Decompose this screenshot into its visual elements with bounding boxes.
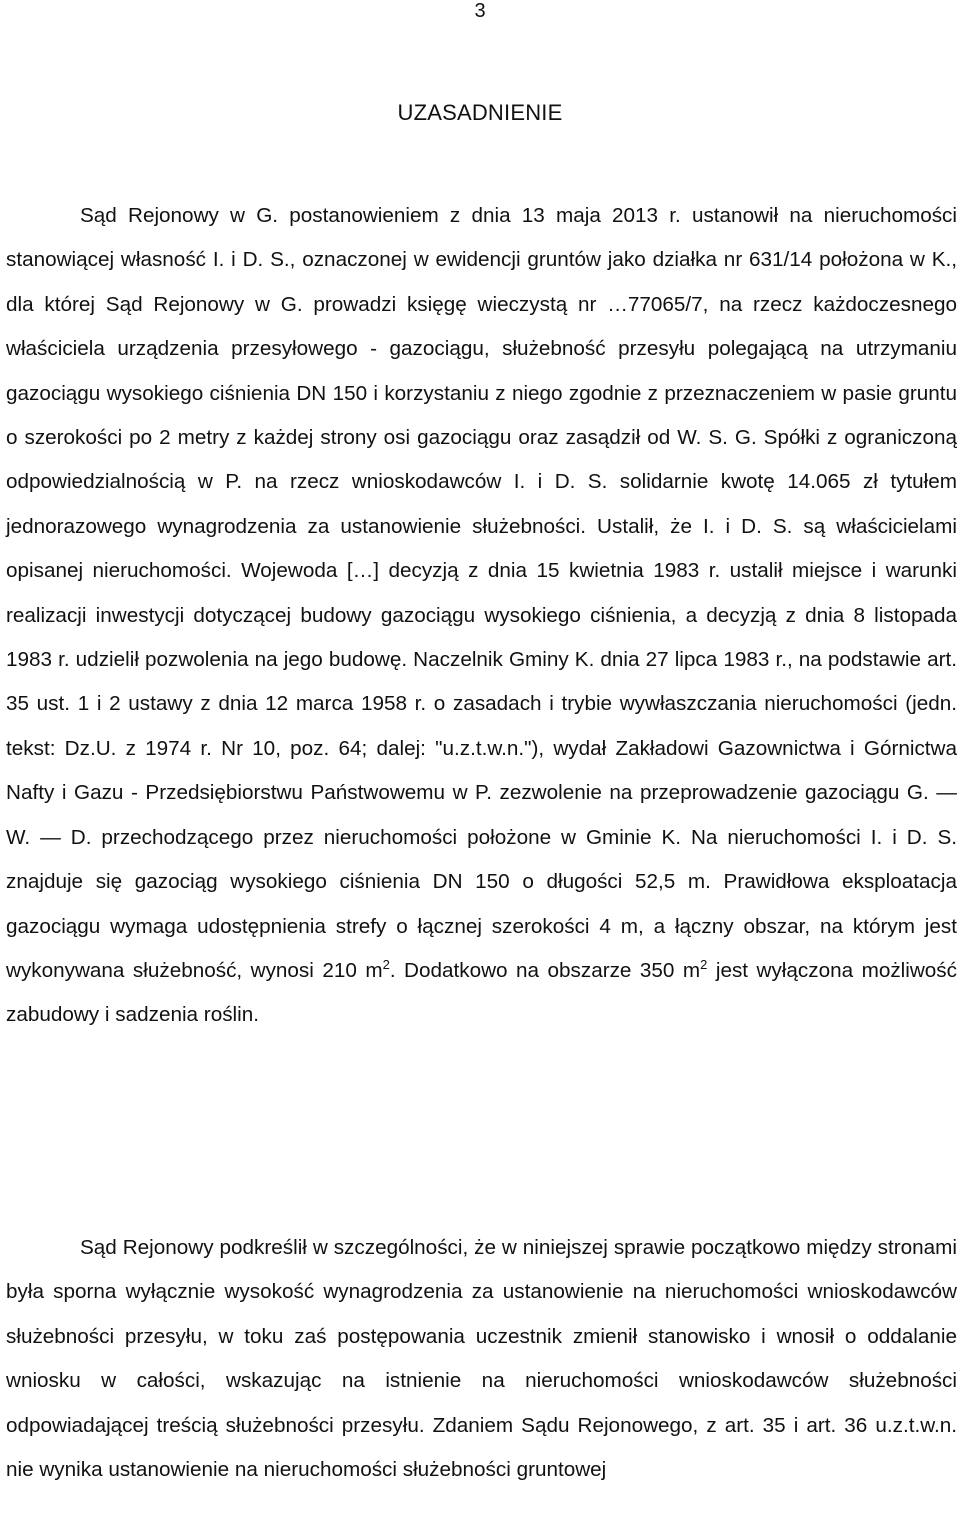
paragraph-1-text-a: Sąd Rejonowy w G. postanowieniem z dnia 13 maja 2013 r. ustanowił na nieruchomości stanowiącej własność I. i D. S., oznaczonej w ewidencji gruntów jako działka nr 631/14 położona w K., dla której Sąd Rejonowy w G. prowadzi księgę wieczystą nr …77065/7, na rzecz każdoczesnego właściciela urządzenia przesyłowego - gazociągu, służebność przesyłu polegającą na utrzymaniu gazociągu wysokiego ciśnienia DN 150 i korzystaniu z niego zgodnie z przeznaczeniem w pasie gruntu o szerokości po 2 metry z każdej strony osi gazociągu oraz zasądził od W. S. G. Spółki z ograniczoną odpowiedzialnością w P. na rzecz wnioskodawców I. i D. S. solidarnie kwotę 14.065 zł tytułem jednorazowego wynagrodzenia za ustanowienie służebności. Ustalił, że I. i D. S. są właścicielami opisanej nieruchomości. Wojewoda […] decyzją z dnia 15 kwietnia 1983 r. ustalił miejsce i warunki realizacji inwestycji dotyczącej budowy gazociągu wysokiego ciśnienia, a decyzją z dnia 8 listopada 1983 r. udzielił pozwolenia na jego budowę. Naczelnik Gminy K. dnia 27 lipca 1983 r., na podstawie art. 35 ust. 1 i 2 ustawy z dnia 12 marca 1958 r. o zasadach i trybie wywłaszczania nieruchomości (jedn. tekst: Dz.U. z 1974 r. Nr 10, poz. 64; dalej: "u.z.t.w.n."), wydał Zakładowi Gazownictwa i Górnictwa Nafty i Gazu - Przedsiębiorstwu Państwowemu w P. zezwolenie na przeprowadzenie gazociągu G. — W. — D. przechodzącego przez nieruchomości położone w Gminie K. Na nieruchomości I. i D. S. znajduje się gazociąg wysokiego ciśnienia DN 150 o długości 52,5 m. Prawidłowa eksploatacja gazociągu wymaga udostępnienia strefy o łącznej szerokości 4 m, a łączny obszar, na którym jest wykonywana służebność, wynosi 210 m bbox=[6, 204, 957, 982]
paragraph-1-text-c: jest wyłączona możliwość zabudowy i sadzenia roślin. bbox=[6, 958, 957, 1027]
paragraph-1 bbox=[6, 194, 957, 1038]
page-number: 3 bbox=[474, 0, 486, 22]
paragraph-2 bbox=[6, 1226, 957, 1492]
superscript-squared: 2 bbox=[382, 956, 390, 972]
paragraph-2-text: Sąd Rejonowy podkreślił w szczególności, że w niniejszej sprawie początkowo między stronami była sporna wyłącznie wysokość wynagrodzenia za ustanowienie na nieruchomości wnioskodawców służebności przesyłu, w toku zaś postępowania uczestnik zmienił stanowisko i wnosił o oddalanie wniosku w całości, wskazując na istnienie na nieruchomości wnioskodawców służebności odpowiadającej treścią służebności przesyłu. Zdaniem Sądu Rejonowego, z art. 35 i art. 36 u.z.t.w.n. nie wynika ustanowienie na nieruchomości służebności gruntowej bbox=[6, 1236, 957, 1482]
superscript-squared: 2 bbox=[700, 956, 708, 972]
document-heading: UZASADNIENIE bbox=[397, 100, 563, 125]
paragraph-1-text-b: . Dodatkowo na obszarze 350 m bbox=[389, 958, 701, 982]
